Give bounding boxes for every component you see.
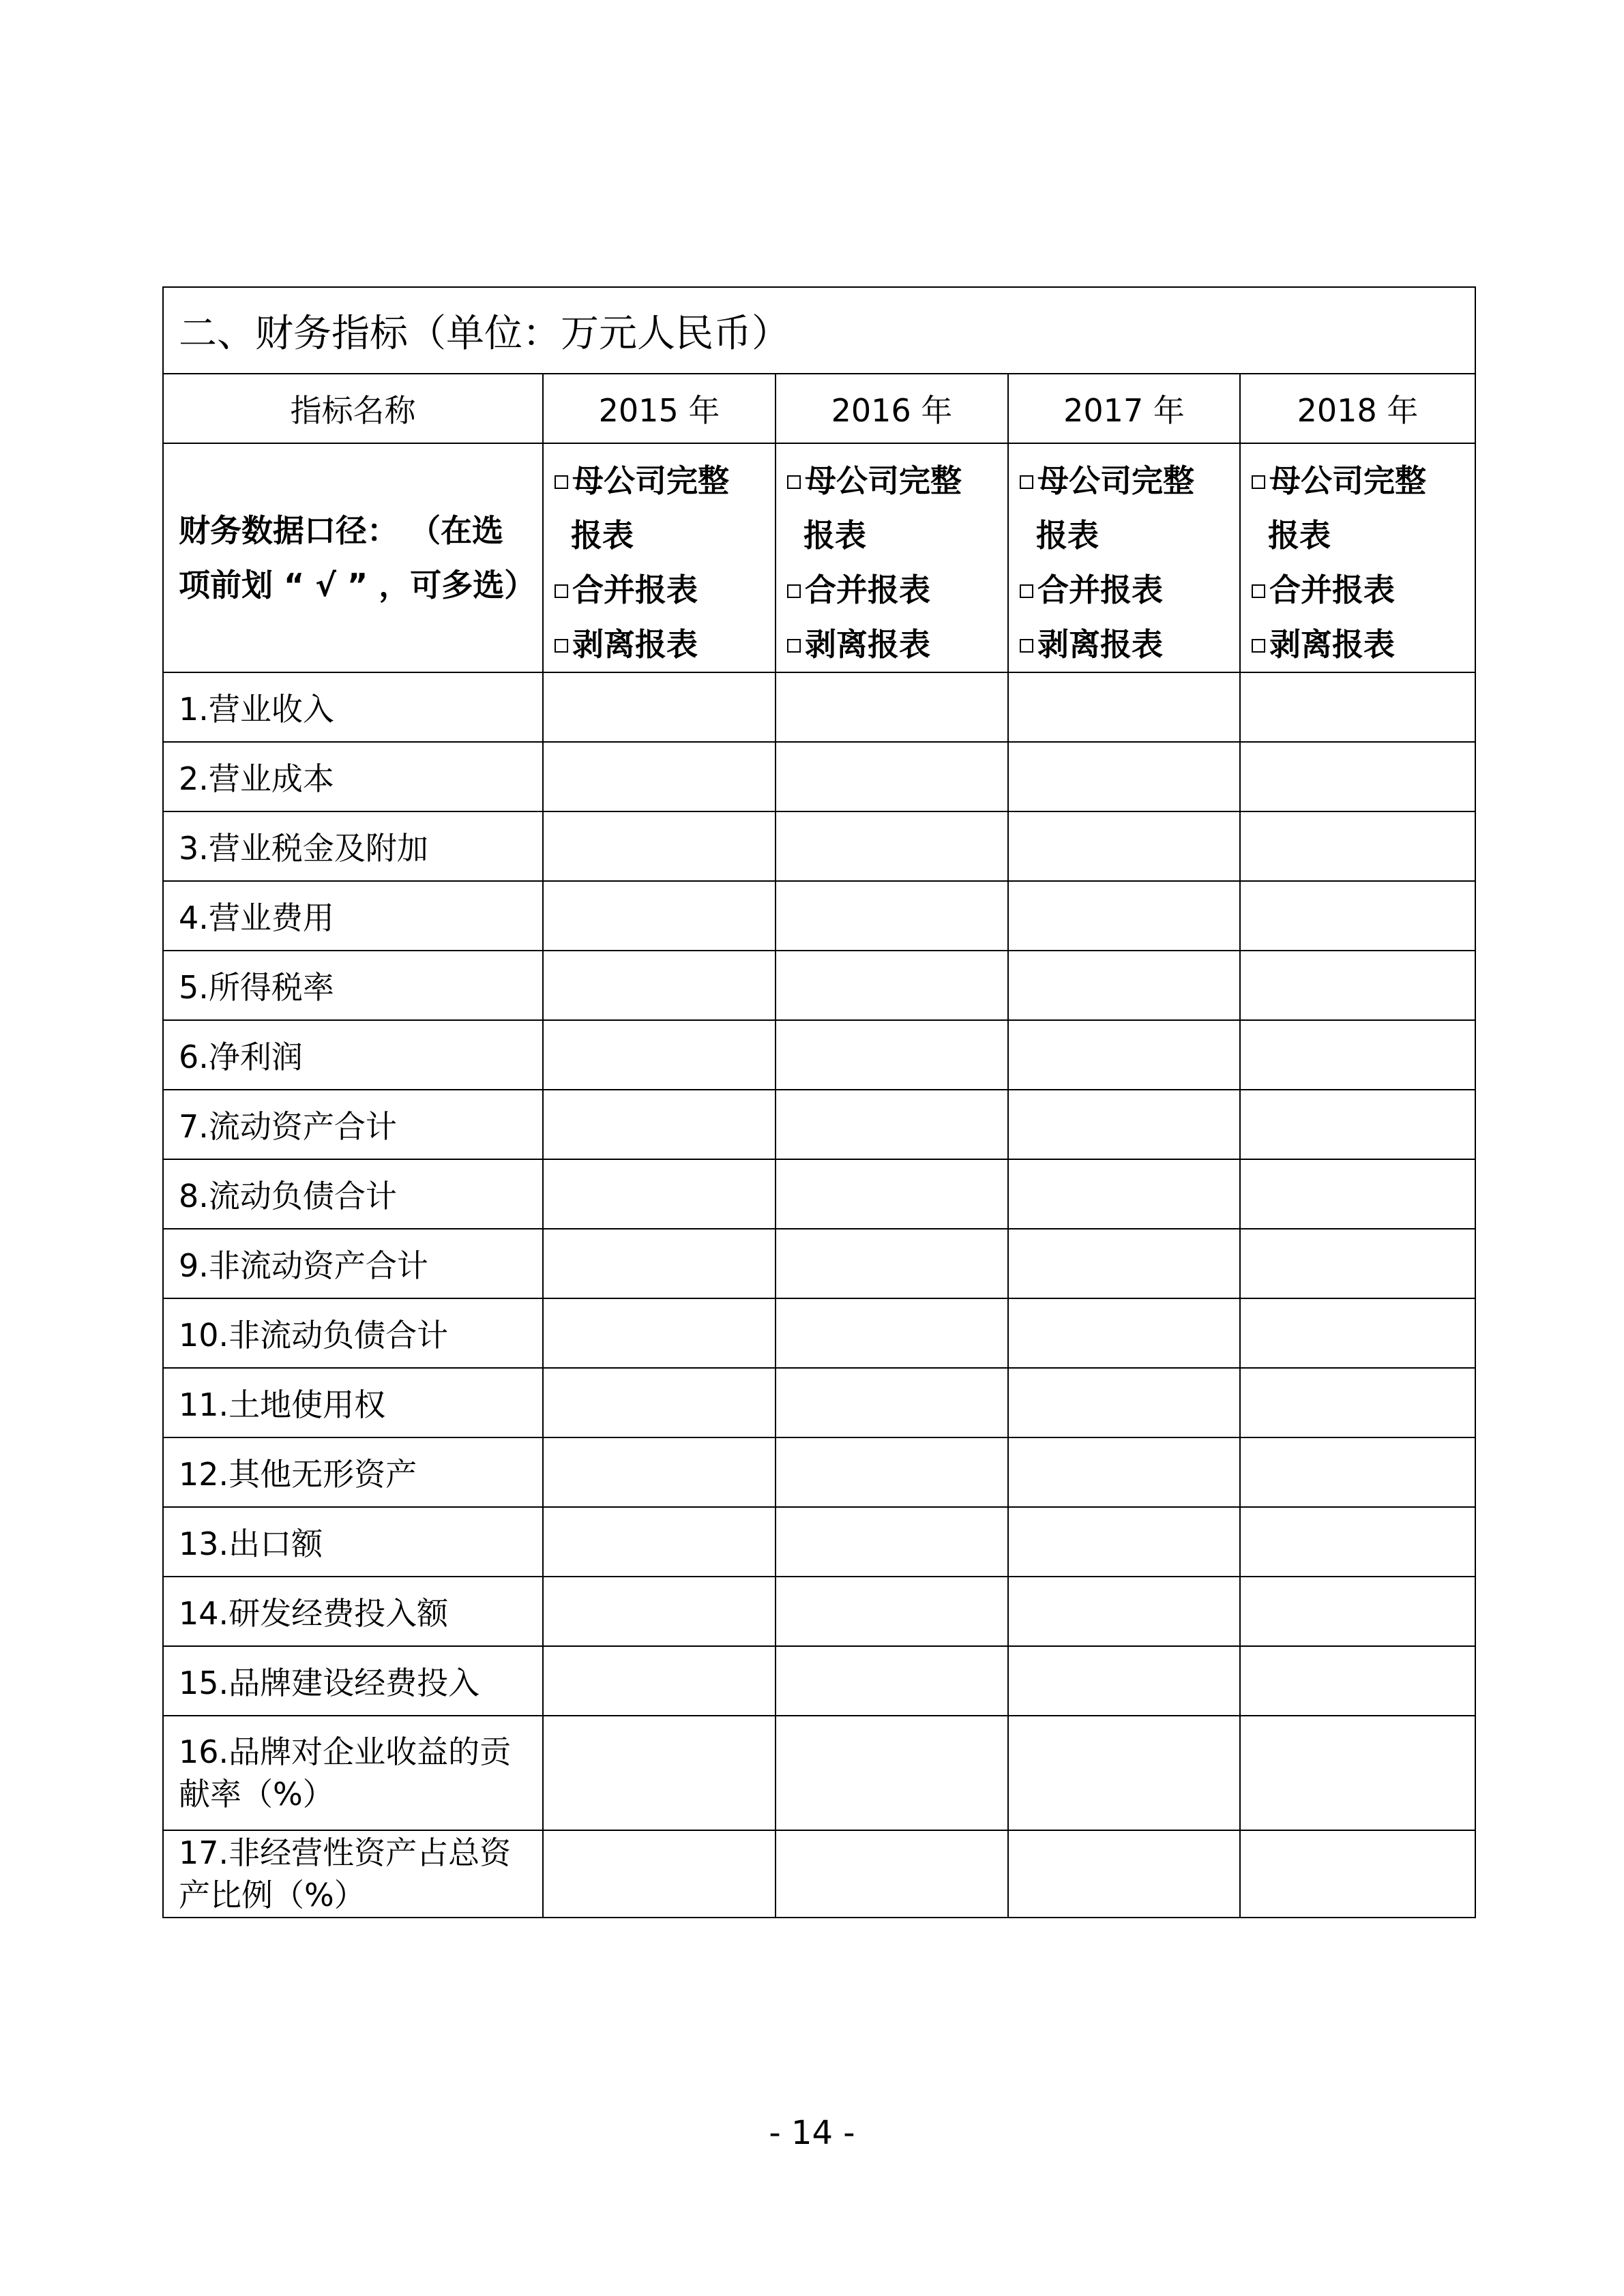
table-title-row — [163, 287, 1475, 374]
option-parent-company[interactable]: 母公司完整 — [1252, 453, 1475, 508]
value-cell[interactable] — [1240, 811, 1475, 881]
value-cell[interactable] — [1008, 1020, 1240, 1090]
value-cell[interactable] — [776, 1020, 1008, 1090]
value-cell[interactable] — [543, 811, 776, 881]
value-cell[interactable] — [543, 951, 776, 1020]
value-cell[interactable] — [1008, 1507, 1240, 1577]
checkbox-icon[interactable] — [787, 584, 801, 598]
option-parent-company[interactable]: 母公司完整 — [787, 453, 1007, 508]
header-indicator-name: 指标名称 — [163, 374, 543, 443]
value-cell[interactable] — [1008, 1716, 1240, 1830]
table-title: 二、财务指标（单位：万元人民币） — [163, 287, 1475, 374]
value-cell[interactable] — [1240, 1298, 1475, 1368]
value-cell[interactable] — [1240, 1646, 1475, 1716]
data-basis-options-2018: 母公司完整 报表 合并报表 剥离报表 — [1240, 443, 1475, 672]
data-basis-options-2017: 母公司完整 报表 合并报表 剥离报表 — [1008, 443, 1240, 672]
value-cell[interactable] — [543, 1298, 776, 1368]
table-row — [163, 951, 1475, 1020]
row-label: 10.非流动负债合计 — [163, 1298, 543, 1368]
value-cell[interactable] — [776, 1646, 1008, 1716]
value-cell[interactable] — [1240, 742, 1475, 811]
row-label: 6.净利润 — [163, 1020, 543, 1090]
value-cell[interactable] — [543, 1577, 776, 1646]
value-cell[interactable] — [543, 1229, 776, 1298]
value-cell[interactable] — [1008, 1368, 1240, 1437]
value-cell[interactable] — [543, 881, 776, 951]
option-carve-out[interactable]: 剥离报表 — [555, 617, 775, 672]
value-cell[interactable] — [1008, 1159, 1240, 1229]
option-parent-company[interactable]: 母公司完整 — [555, 453, 775, 508]
value-cell[interactable] — [776, 1577, 1008, 1646]
option-parent-company[interactable]: 母公司完整 — [1020, 453, 1239, 508]
row-label: 5.所得税率 — [163, 951, 543, 1020]
table-row — [163, 811, 1475, 881]
row-label: 13.出口额 — [163, 1507, 543, 1577]
value-cell[interactable] — [776, 1368, 1008, 1437]
header-year-2017: 2017 年 — [1008, 374, 1240, 443]
value-cell[interactable] — [1240, 1716, 1475, 1830]
checkbox-icon[interactable] — [555, 639, 568, 653]
financial-indicators-table — [162, 286, 1476, 1918]
option-consolidated[interactable]: 合并报表 — [555, 563, 775, 617]
value-cell[interactable] — [776, 881, 1008, 951]
value-cell[interactable] — [543, 1020, 776, 1090]
data-basis-options-2015: 母公司完整 报表 合并报表 剥离报表 — [543, 443, 776, 672]
value-cell[interactable] — [776, 811, 1008, 881]
value-cell[interactable] — [776, 1298, 1008, 1368]
value-cell[interactable] — [1240, 672, 1475, 742]
value-cell[interactable] — [1008, 1229, 1240, 1298]
value-cell[interactable] — [543, 1507, 776, 1577]
table-row — [163, 672, 1475, 742]
value-cell[interactable] — [776, 1830, 1008, 1918]
table-row — [163, 1646, 1475, 1716]
row-label: 3.营业税金及附加 — [163, 811, 543, 881]
value-cell[interactable] — [1008, 881, 1240, 951]
value-cell[interactable] — [1008, 811, 1240, 881]
table-row — [163, 1437, 1475, 1507]
data-basis-label — [163, 443, 543, 672]
checkbox-icon[interactable] — [1020, 584, 1033, 598]
table-row — [163, 1716, 1475, 1830]
option-consolidated[interactable]: 合并报表 — [1020, 563, 1239, 617]
value-cell[interactable] — [776, 1090, 1008, 1159]
indicator-rows — [163, 672, 1475, 1716]
value-cell[interactable] — [1008, 1298, 1240, 1368]
table-row — [163, 881, 1475, 951]
value-cell[interactable] — [543, 672, 776, 742]
table-row — [163, 1229, 1475, 1298]
table-row — [163, 1090, 1475, 1159]
value-cell[interactable] — [1008, 1090, 1240, 1159]
row-label: 4.营业费用 — [163, 881, 543, 951]
value-cell[interactable] — [1240, 1577, 1475, 1646]
table-row — [163, 742, 1475, 811]
page-number: - 14 - — [769, 2114, 855, 2152]
checkbox-icon[interactable] — [1252, 475, 1265, 489]
data-basis-label-line2: 项前划 “ √ ” ，可多选） — [179, 567, 536, 603]
option-carve-out[interactable]: 剥离报表 — [787, 617, 1007, 672]
checkbox-icon[interactable] — [1020, 475, 1033, 489]
checkbox-icon[interactable] — [1252, 584, 1265, 598]
value-cell[interactable] — [776, 1159, 1008, 1229]
row-label: 7.流动资产合计 — [163, 1090, 543, 1159]
value-cell[interactable] — [543, 742, 776, 811]
value-cell[interactable] — [543, 1090, 776, 1159]
row-label: 12.其他无形资产 — [163, 1437, 543, 1507]
table-row — [163, 1507, 1475, 1577]
value-cell[interactable] — [776, 1229, 1008, 1298]
row-label: 11.土地使用权 — [163, 1368, 543, 1437]
table-row — [163, 1020, 1475, 1090]
value-cell[interactable] — [1008, 1646, 1240, 1716]
value-cell[interactable] — [543, 1830, 776, 1918]
header-year-2015: 2015 年 — [543, 374, 776, 443]
row-label: 9.非流动资产合计 — [163, 1229, 543, 1298]
value-cell[interactable] — [1240, 1507, 1475, 1577]
value-cell[interactable] — [1240, 1020, 1475, 1090]
checkbox-icon[interactable] — [787, 475, 801, 489]
table-row — [163, 1368, 1475, 1437]
value-cell[interactable] — [776, 672, 1008, 742]
value-cell[interactable] — [543, 1646, 776, 1716]
value-cell[interactable] — [543, 1716, 776, 1830]
value-cell[interactable] — [543, 1437, 776, 1507]
value-cell[interactable] — [1008, 1577, 1240, 1646]
value-cell[interactable] — [1240, 1229, 1475, 1298]
value-cell[interactable] — [776, 1716, 1008, 1830]
value-cell[interactable] — [776, 1507, 1008, 1577]
header-year-2018: 2018 年 — [1240, 374, 1475, 443]
value-cell[interactable] — [1008, 1830, 1240, 1918]
checkbox-icon[interactable] — [1020, 639, 1033, 653]
checkbox-icon[interactable] — [1252, 639, 1265, 653]
table-row — [163, 1830, 1475, 1918]
value-cell[interactable] — [776, 1437, 1008, 1507]
option-carve-out[interactable]: 剥离报表 — [1252, 617, 1475, 672]
option-consolidated[interactable]: 合并报表 — [787, 563, 1007, 617]
value-cell[interactable] — [1008, 742, 1240, 811]
row-label: 2.营业成本 — [163, 742, 543, 811]
table-row — [163, 1298, 1475, 1368]
row-label: 15.品牌建设经费投入 — [163, 1646, 543, 1716]
table-row — [163, 1577, 1475, 1646]
row-label: 16.品牌对企业收益的贡 献率（%） — [163, 1716, 543, 1830]
data-basis-label-line1: 财务数据口径： （在选 — [179, 512, 504, 549]
checkbox-icon[interactable] — [787, 639, 801, 653]
value-cell[interactable] — [543, 1159, 776, 1229]
checkbox-icon[interactable] — [555, 475, 568, 489]
value-cell[interactable] — [1240, 1437, 1475, 1507]
option-consolidated[interactable]: 合并报表 — [1252, 563, 1475, 617]
option-carve-out[interactable]: 剥离报表 — [1020, 617, 1239, 672]
row-label: 17.非经营性资产占总资 产比例（%） — [163, 1830, 543, 1918]
value-cell[interactable] — [1240, 1159, 1475, 1229]
checkbox-icon[interactable] — [555, 584, 568, 598]
value-cell[interactable] — [1240, 1830, 1475, 1918]
value-cell[interactable] — [1240, 1368, 1475, 1437]
header-row — [163, 374, 1475, 443]
data-basis-row — [163, 443, 1475, 672]
row-label: 14.研发经费投入额 — [163, 1577, 543, 1646]
row-label: 8.流动负债合计 — [163, 1159, 543, 1229]
value-cell[interactable] — [776, 742, 1008, 811]
header-year-2016: 2016 年 — [776, 374, 1008, 443]
table-row — [163, 1159, 1475, 1229]
value-cell[interactable] — [1008, 951, 1240, 1020]
row-label: 1.营业收入 — [163, 672, 543, 742]
value-cell[interactable] — [1240, 1090, 1475, 1159]
value-cell[interactable] — [543, 1368, 776, 1437]
value-cell[interactable] — [776, 951, 1008, 1020]
value-cell[interactable] — [1008, 672, 1240, 742]
data-basis-options-2016: 母公司完整 报表 合并报表 剥离报表 — [776, 443, 1008, 672]
value-cell[interactable] — [1240, 951, 1475, 1020]
value-cell[interactable] — [1008, 1437, 1240, 1507]
value-cell[interactable] — [1240, 881, 1475, 951]
